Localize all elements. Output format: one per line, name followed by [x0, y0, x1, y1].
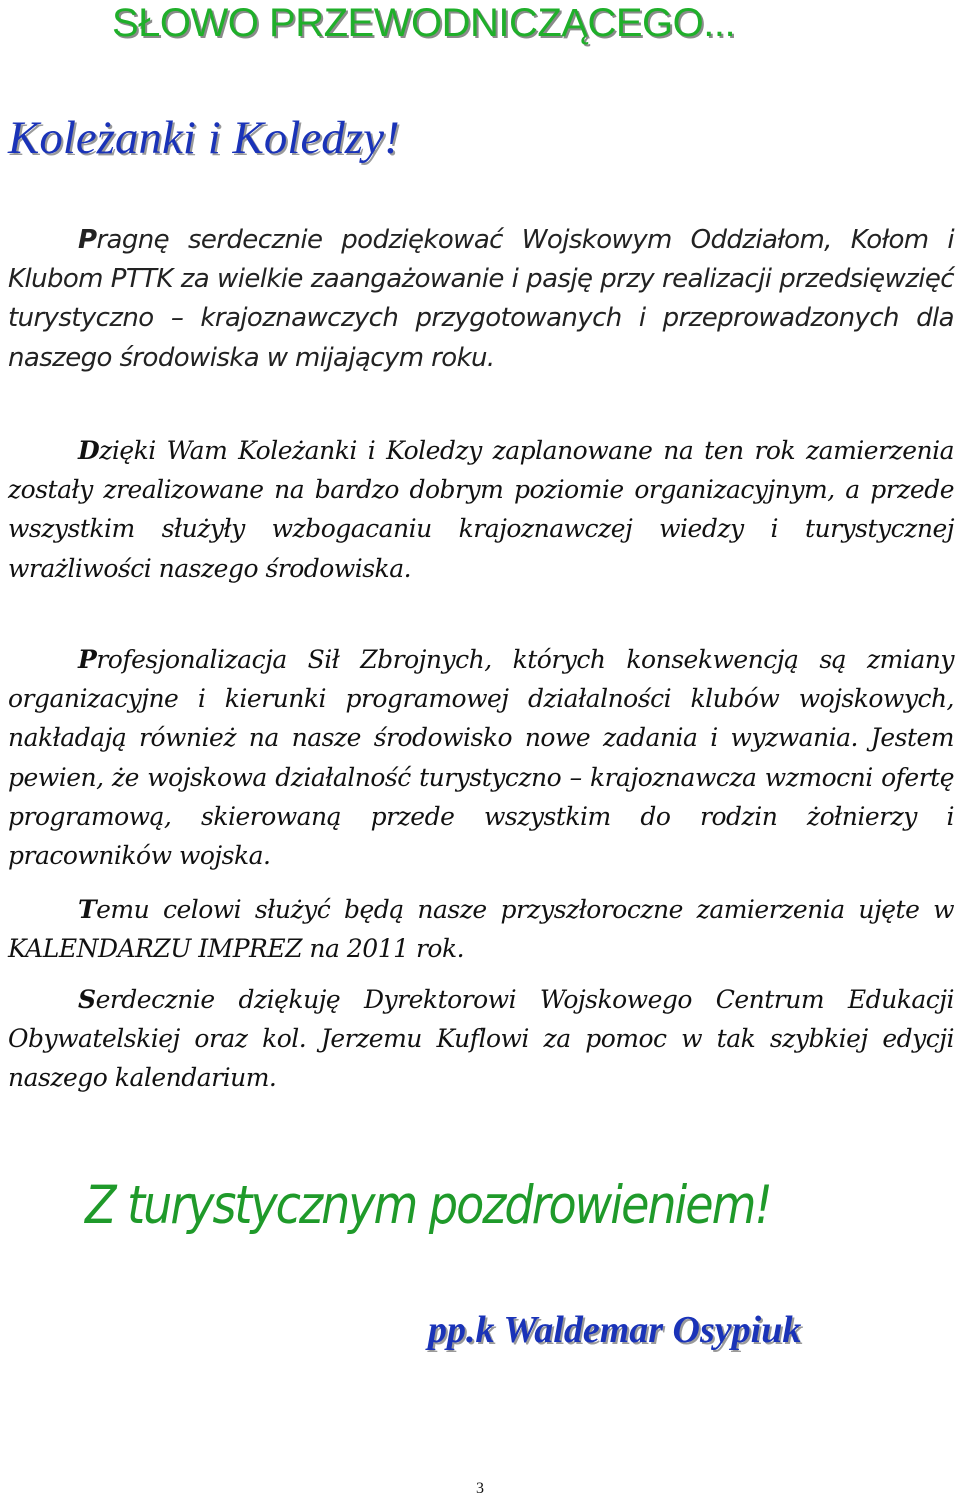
paragraph-initial: P [78, 645, 97, 674]
paragraph-calendar [8, 890, 954, 968]
paragraph-text: rofesjonalizacja Sił Zbrojnych, których konsekwencją są zmiany organizacyjne i kierunki programowej działalności klubów wojskowych, nakładają również na nasze środowisko nowe zadania i wyzwania. Jestem pewien, że wojskowa działalność turystyczno – krajoznawcza wzmocni ofertę programową, skierowaną przede wszystkim do rodzin żołnierzy i pracowników wojska. [8, 645, 954, 871]
paragraph-text: erdecznie dziękuję Dyrektorowi Wojskowego Centrum Edukacji Obywatelskiej oraz kol. Jerzemu Kuflowi za pomoc w tak szybkiej edycji naszego kalendarium. [8, 985, 954, 1093]
paragraph-text: ragnę serdecznie podziękować Wojskowym Oddziałom, Kołom i Klubom PTTK za wielkie zaangażowanie i pasję przy realizacji przedsięwzięć turystyczno – krajoznawczych przygotowanych i przeprowadzonych dla naszego środowiska w mijającym roku. [8, 225, 954, 373]
page-title: SŁOWO PRZEWODNICZĄCEGO... [112, 1, 736, 45]
paragraph-initial: T [78, 895, 97, 924]
paragraph-achievements [8, 431, 954, 588]
paragraph-acknowledgement [8, 980, 954, 1098]
paragraph-initial: P [78, 225, 97, 255]
paragraph-thanks [8, 221, 954, 378]
page-number: 3 [476, 1480, 484, 1497]
paragraph-initial: S [78, 985, 96, 1014]
signature: pp.k Waldemar Osypiuk [428, 1309, 802, 1351]
closing-salutation: Z turystycznym pozdrowieniem! [85, 1173, 771, 1236]
paragraph-text: emu celowi służyć będą nasze przyszłoroczne zamierzenia ujęte w KALENDARZU IMPREZ na 2011 rok. [8, 895, 954, 964]
paragraph-initial: D [78, 436, 100, 465]
paragraph-text: zięki Wam Koleżanki i Koledzy zaplanowane na ten rok zamierzenia zostały zrealizowane na bardzo dobrym poziomie organizacyjnym, a przede wszystkim służyły wzbogacaniu krajoznawczej wiedzy i turystycznej wrażliwości naszego środowiska. [8, 436, 954, 583]
paragraph-professionalization [8, 640, 954, 875]
greeting-heading: Koleżanki i Koledzy! [8, 112, 400, 164]
